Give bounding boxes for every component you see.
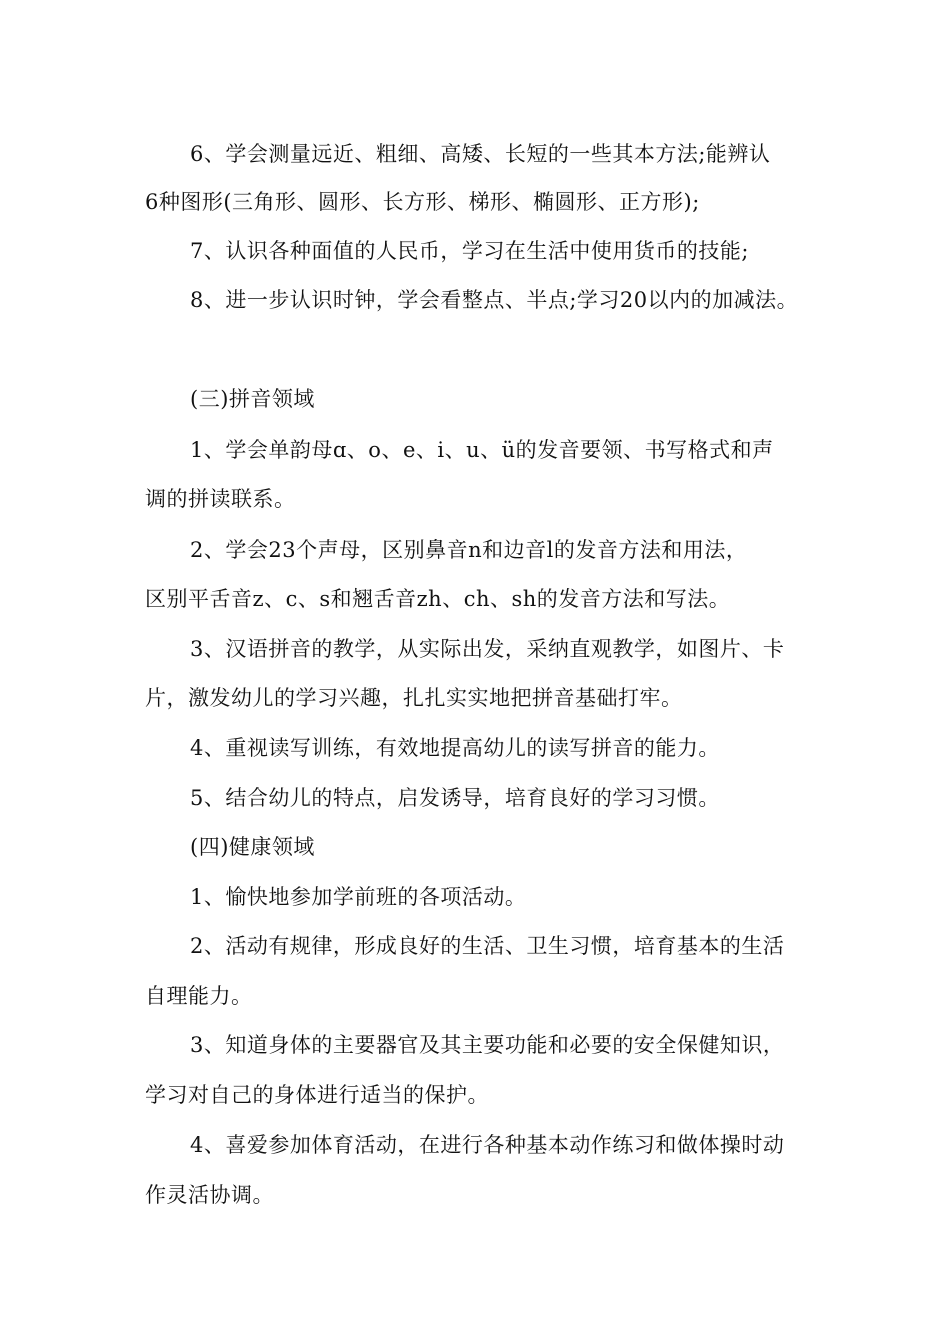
text-line: 学习对自己的身体进行适当的保护。 <box>145 1083 489 1107</box>
section-heading: (三)拼音领域 <box>190 387 315 411</box>
text-line: 作灵活协调。 <box>145 1183 274 1207</box>
text-line: 3、汉语拼音的教学，从实际出发，采纳直观教学，如图片、卡 <box>190 637 785 661</box>
text-line: 6、学会测量远近、粗细、高矮、长短的一些其本方法;能辨认 <box>190 142 771 166</box>
text-line: 自理能力。 <box>145 984 253 1008</box>
text-line: 1、学会单韵母ɑ、o、e、i、u、ü的发音要领、书写格式和声 <box>190 438 774 462</box>
text-line: 5、结合幼儿的特点，启发诱导，培育良好的学习习惯。 <box>190 786 720 810</box>
text-line: 调的拼读联系。 <box>145 487 296 511</box>
section-heading: (四)健康领域 <box>190 835 315 859</box>
text-line: 4、重视读写训练，有效地提高幼儿的读写拼音的能力。 <box>190 736 720 760</box>
text-line: 2、活动有规律，形成良好的生活、卫生习惯，培育基本的生活 <box>190 934 785 958</box>
text-line: 6种图形(三角形、圆形、长方形、梯形、椭圆形、正方形); <box>145 190 700 214</box>
text-line: 区别平舌音z、c、s和翘舌音zh、ch、sh的发音方法和写法。 <box>145 587 731 611</box>
text-line: 1、愉快地参加学前班的各项活动。 <box>190 885 527 909</box>
text-line: 3、知道身体的主要器官及其主要功能和必要的安全保健知识， <box>190 1033 785 1057</box>
text-line: 2、学会23个声母，区别鼻音n和边音l的发音方法和用法， <box>190 538 748 562</box>
text-line: 片，激发幼儿的学习兴趣，扎扎实实地把拼音基础打牢。 <box>145 686 683 710</box>
text-line: 8、进一步认识时钟，学会看整点、半点;学习20以内的加减法。 <box>190 288 799 312</box>
text-line: 4、喜爱参加体育活动，在进行各种基本动作练习和做体操时动 <box>190 1133 785 1157</box>
text-line: 7、认识各种面值的人民币，学习在生活中使用货币的技能; <box>190 239 749 263</box>
